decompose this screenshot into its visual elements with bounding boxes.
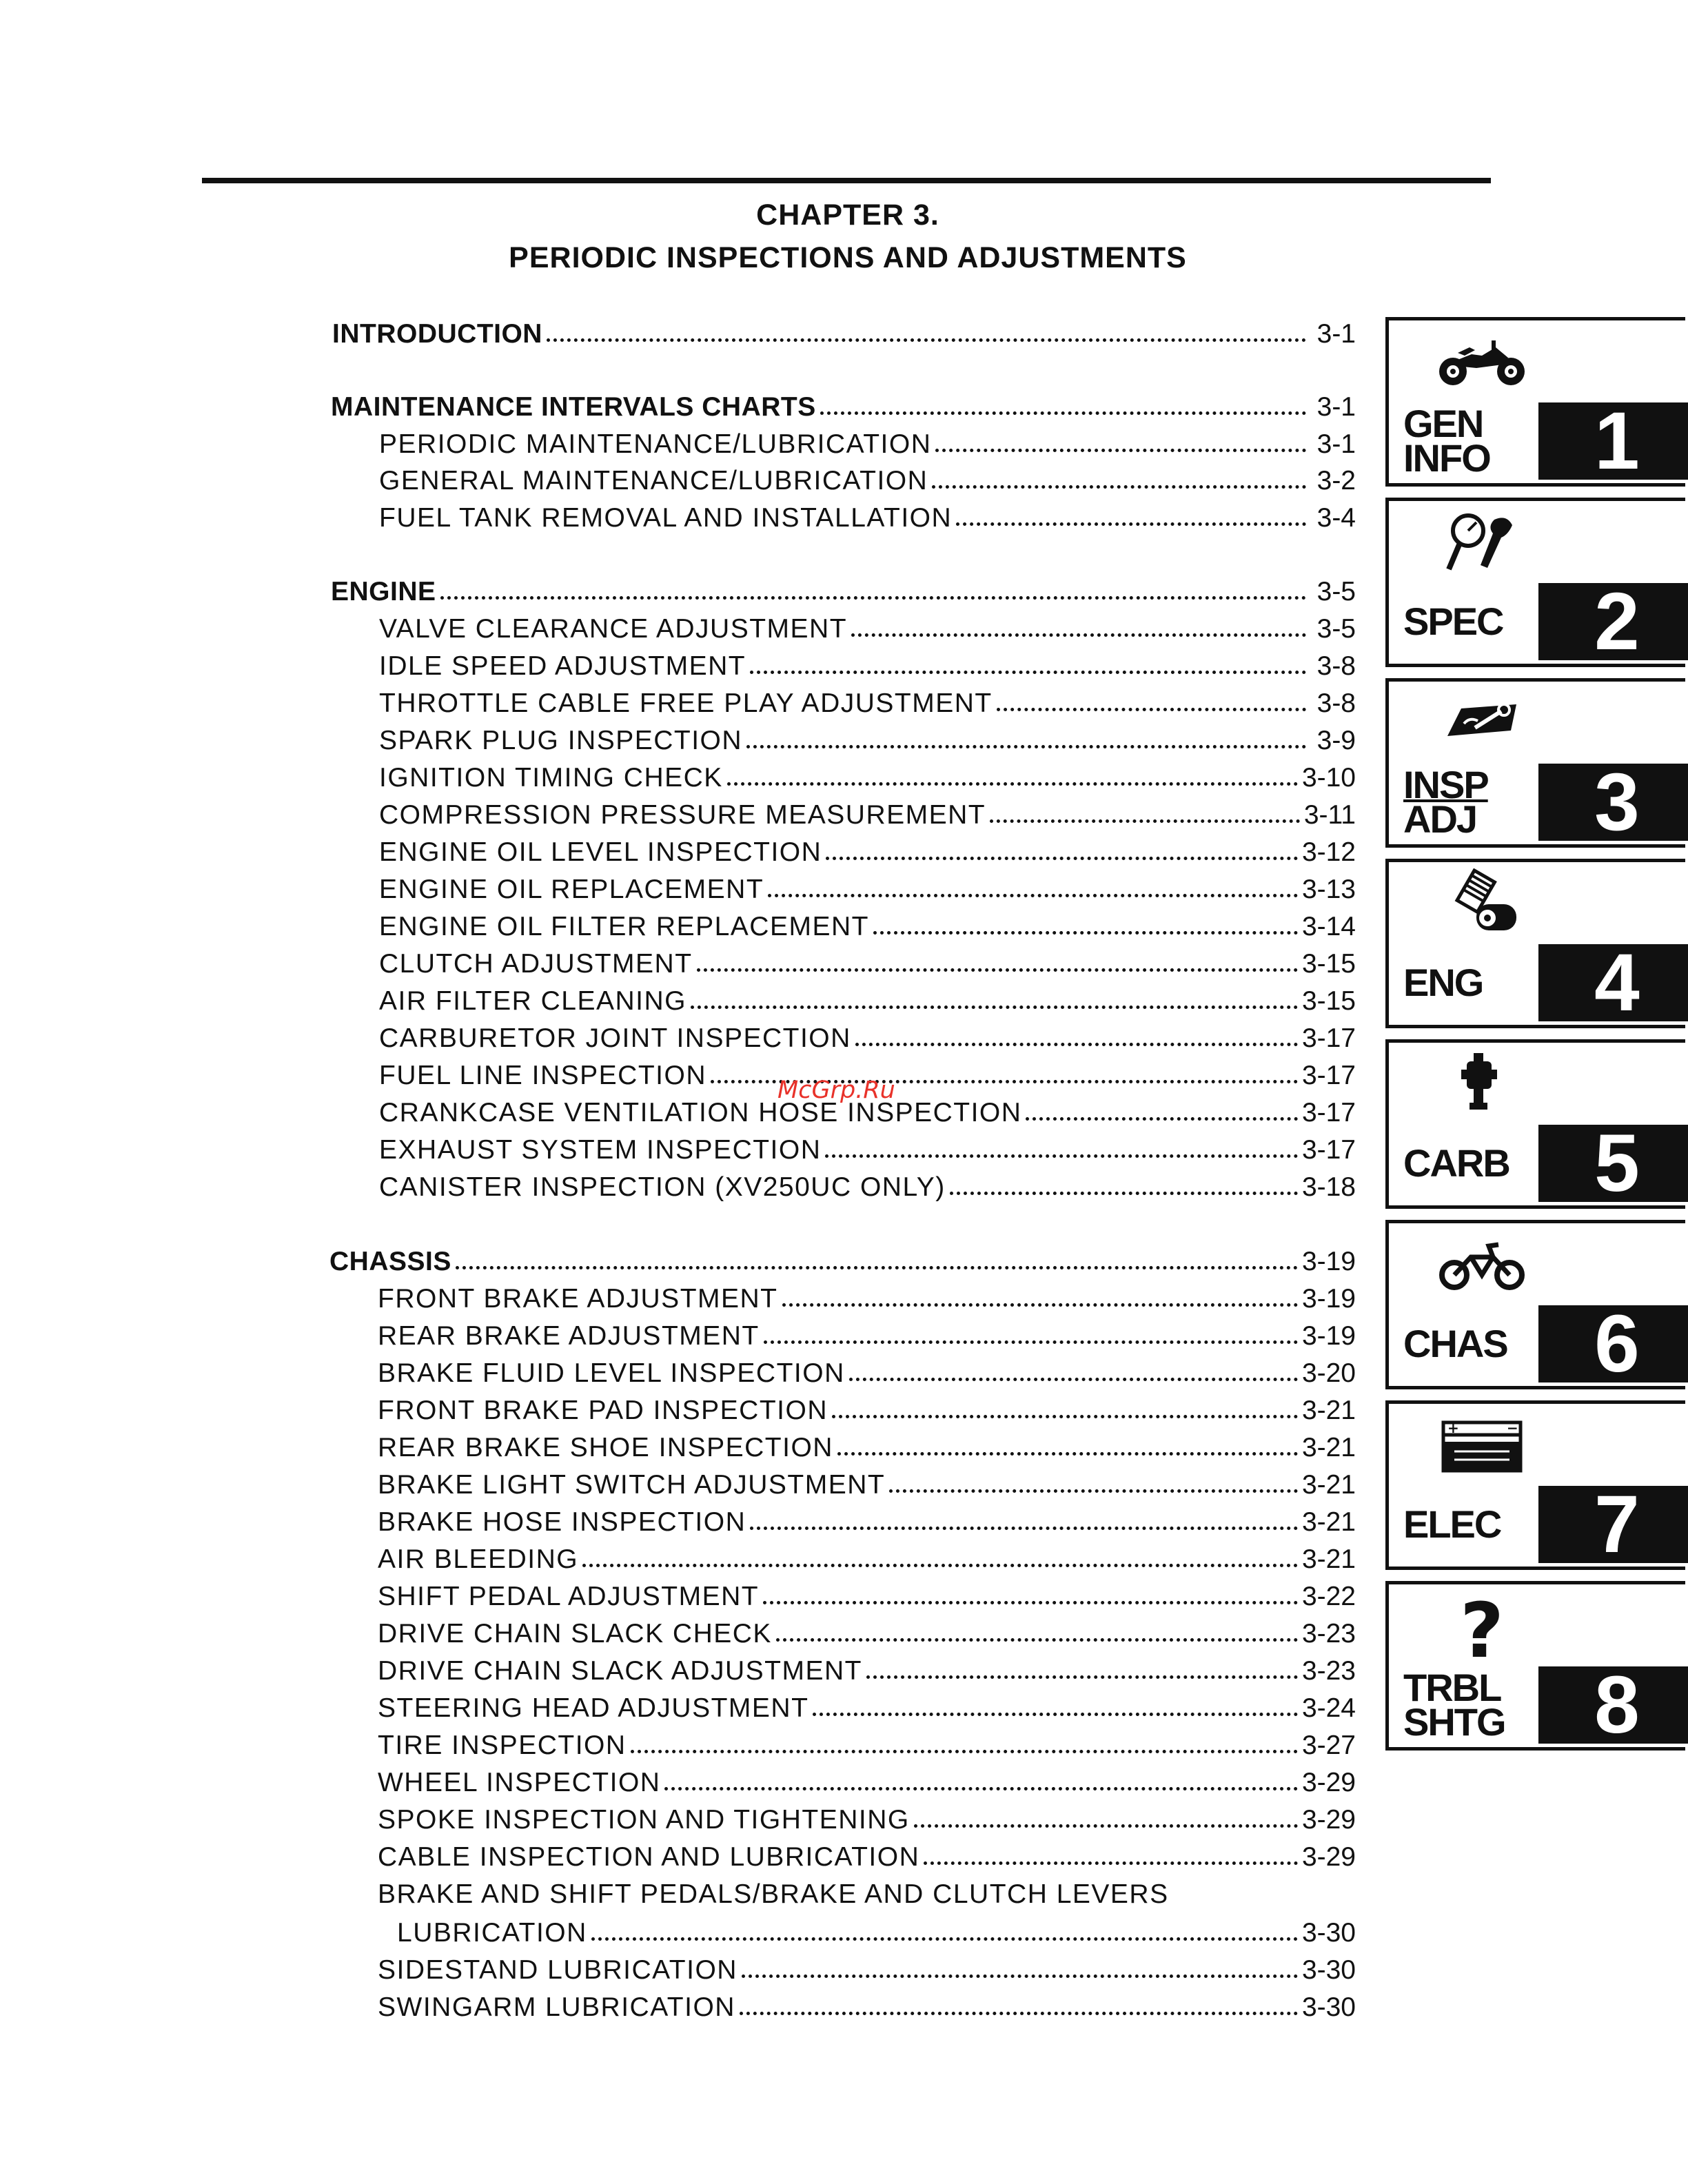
toc-entry[interactable]: CLUTCH ADJUSTMENT 3-15 [379, 949, 1356, 979]
toc-entry-chassis[interactable]: CHASSIS 3-19 [329, 1247, 1356, 1276]
toc-entry-pedals-line1: BRAKE AND SHIFT PEDALS/BRAKE AND CLUTCH LEVERS [378, 1879, 1169, 1909]
toc-entry-introduction[interactable]: INTRODUCTION 3-1 [332, 319, 1356, 349]
svg-text:?: ? [1460, 1591, 1504, 1660]
toc-entry[interactable]: WHEEL INSPECTION 3-29 [378, 1768, 1356, 1797]
battery-icon [1434, 1410, 1530, 1479]
tab-carb[interactable]: CARB 5 [1385, 1039, 1688, 1207]
toc-entry[interactable]: BRAKE FLUID LEVEL INSPECTION 3-20 [378, 1358, 1356, 1388]
toc-entry[interactable]: AIR BLEEDING 3-21 [378, 1544, 1356, 1574]
tab-chas[interactable]: CHAS 6 [1385, 1220, 1688, 1388]
toc-entry[interactable]: FRONT BRAKE PAD INSPECTION 3-21 [378, 1396, 1356, 1425]
tab-insp-adj[interactable]: INSP ADJ 3 [1385, 678, 1688, 846]
toc-entry[interactable]: REAR BRAKE SHOE INSPECTION 3-21 [378, 1433, 1356, 1462]
toc-entry[interactable]: SHIFT PEDAL ADJUSTMENT 3-22 [378, 1582, 1356, 1611]
chapter-number: CHAPTER 3. [756, 198, 939, 232]
gauge-tools-icon [1434, 507, 1530, 576]
chassis-bike-icon [1434, 1229, 1530, 1298]
motorcycle-icon [1434, 327, 1530, 396]
toc-entry[interactable]: GENERAL MAINTENANCE/LUBRICATION 3-2 [379, 466, 1356, 496]
toc-entry[interactable]: VALVE CLEARANCE ADJUSTMENT 3-5 [379, 614, 1356, 644]
toc-entry[interactable]: SWINGARM LUBRICATION 3-30 [378, 1992, 1356, 2022]
toc-entry[interactable]: AIR FILTER CLEANING 3-15 [379, 986, 1356, 1016]
toc-entry[interactable]: ENGINE OIL FILTER REPLACEMENT 3-14 [379, 912, 1356, 941]
toc-entry[interactable]: PERIODIC MAINTENANCE/LUBRICATION 3-1 [379, 429, 1356, 459]
toc-entry[interactable]: EXHAUST SYSTEM INSPECTION 3-17 [379, 1135, 1356, 1165]
svg-text:−: − [1507, 1420, 1518, 1436]
toc-entry[interactable]: TIRE INSPECTION 3-27 [378, 1731, 1356, 1760]
carburetor-icon [1434, 1049, 1530, 1118]
toc-entry[interactable]: LUBRICATION 3-30 [397, 1918, 1356, 1948]
toc-entry[interactable]: CRANKCASE VENTILATION HOSE INSPECTION 3-17 [379, 1098, 1356, 1127]
toc-entry[interactable]: BRAKE HOSE INSPECTION 3-21 [378, 1507, 1356, 1537]
chapter-title: PERIODIC INSPECTIONS AND ADJUSTMENTS [509, 241, 1187, 274]
tab-trbl-shtg[interactable]: ? TRBL SHTG 8 [1385, 1581, 1688, 1749]
tab-elec[interactable]: + − ELEC 7 [1385, 1400, 1688, 1569]
toc-entry-maintenance[interactable]: MAINTENANCE INTERVALS CHARTS 3-1 [331, 392, 1356, 422]
toc-entry[interactable]: BRAKE LIGHT SWITCH ADJUSTMENT 3-21 [378, 1470, 1356, 1500]
tab-gen-info[interactable]: GEN INFO 1 [1385, 317, 1688, 485]
toc-entry[interactable]: CARBURETOR JOINT INSPECTION 3-17 [379, 1023, 1356, 1053]
watermark: McGrp.Ru [777, 1076, 895, 1104]
svg-text:+: + [1447, 1420, 1459, 1436]
tab-spec[interactable]: SPEC 2 [1385, 498, 1688, 666]
toc-entry[interactable]: COMPRESSION PRESSURE MEASUREMENT 3-11 [379, 800, 1356, 830]
toc-entry[interactable]: DRIVE CHAIN SLACK CHECK 3-23 [378, 1619, 1356, 1649]
toc-entry[interactable]: CANISTER INSPECTION (XV250UC ONLY) 3-18 [379, 1172, 1356, 1202]
toc-entry[interactable]: ENGINE OIL LEVEL INSPECTION 3-12 [379, 837, 1356, 867]
toc-entry[interactable]: SPARK PLUG INSPECTION 3-9 [379, 726, 1356, 755]
toc-entry[interactable]: REAR BRAKE ADJUSTMENT 3-19 [378, 1321, 1356, 1351]
toc-entry[interactable]: FUEL TANK REMOVAL AND INSTALLATION 3-4 [379, 503, 1356, 533]
toc-entry[interactable]: FUEL LINE INSPECTION 3-17 [379, 1061, 1356, 1090]
wrench-hand-icon [1434, 688, 1530, 757]
toc-entry[interactable]: IDLE SPEED ADJUSTMENT 3-8 [379, 651, 1356, 681]
toc-entry[interactable]: SIDESTAND LUBRICATION 3-30 [378, 1955, 1356, 1985]
toc-entry[interactable]: DRIVE CHAIN SLACK ADJUSTMENT 3-23 [378, 1656, 1356, 1686]
tab-eng[interactable]: ENG 4 [1385, 859, 1688, 1027]
question-mark-icon [1434, 1591, 1530, 1660]
toc-entry[interactable]: STEERING HEAD ADJUSTMENT 3-24 [378, 1693, 1356, 1723]
toc-entry-engine[interactable]: ENGINE 3-5 [331, 577, 1356, 606]
toc-entry[interactable]: CABLE INSPECTION AND LUBRICATION 3-29 [378, 1842, 1356, 1872]
toc-entry[interactable]: FRONT BRAKE ADJUSTMENT 3-19 [378, 1284, 1356, 1314]
engine-cylinder-icon [1434, 868, 1530, 937]
toc-entry[interactable]: THROTTLE CABLE FREE PLAY ADJUSTMENT 3-8 [379, 688, 1356, 718]
toc-entry[interactable]: ENGINE OIL REPLACEMENT 3-13 [379, 875, 1356, 904]
toc-entry[interactable]: IGNITION TIMING CHECK 3-10 [379, 763, 1356, 793]
toc-entry[interactable]: SPOKE INSPECTION AND TIGHTENING 3-29 [378, 1805, 1356, 1835]
